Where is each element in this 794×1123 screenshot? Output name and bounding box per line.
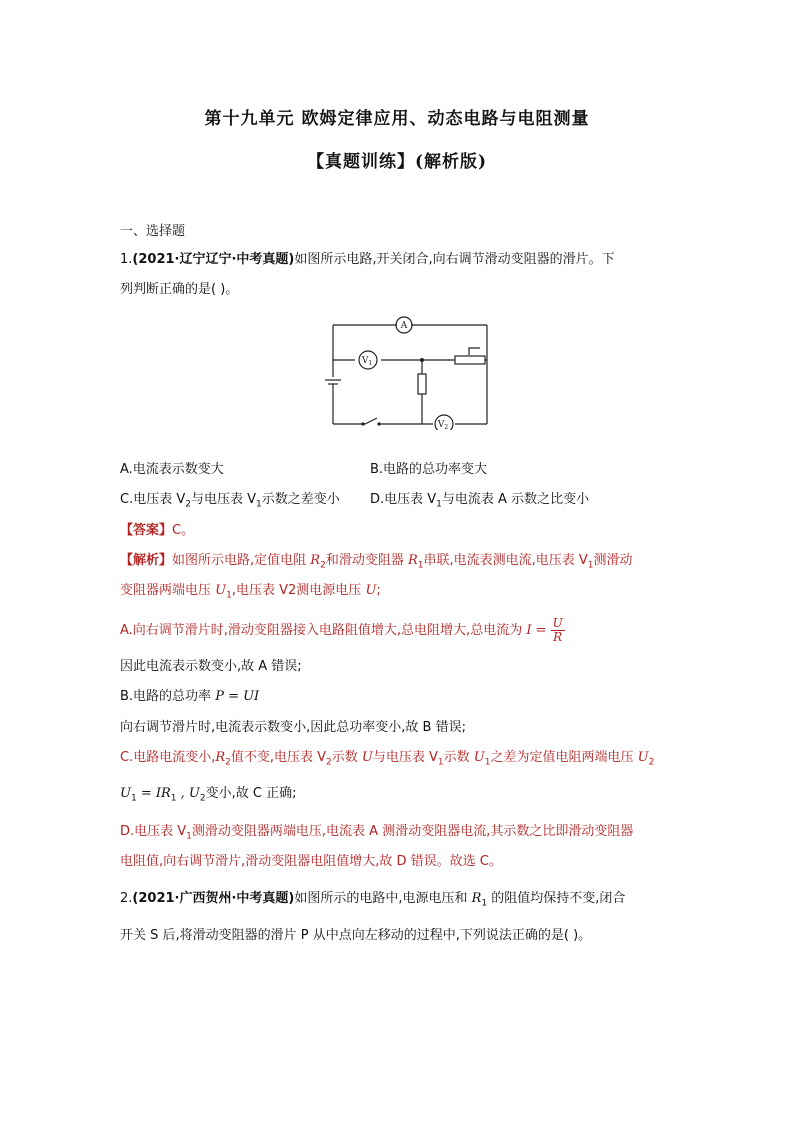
voltmeter-v1-label: $V_1$: [361, 356, 373, 367]
analysis-c-line-2: $U_1 = IR_1$ , $U_2$变小,故 C 正确;: [120, 786, 297, 804]
rheostat: [455, 356, 485, 364]
document-title: 第十九单元 欧姆定律应用、动态电路与电阻测量: [204, 109, 590, 129]
analysis-label: 【解析】: [120, 553, 173, 568]
fixed-resistor: [418, 374, 426, 394]
question-stem: 如图所示电路,开关闭合,向右调节滑动变阻器的滑片。下: [294, 252, 615, 267]
question-source: (2021·辽宁辽宁·中考真题): [132, 252, 295, 267]
option-a: A.电流表示数变大: [120, 462, 224, 477]
question-2-line-1: 2.(2021·广西贺州·中考真题)如图所示的电路中,电源电压和 $R_1$ 的阻值均保持不变,闭合: [120, 891, 626, 909]
analysis-a-line-2: 因此电流表示数变小,故 A 错误;: [120, 659, 302, 674]
analysis-a-line-1: A.向右调节滑片时,滑动变阻器接入电路阻值增大,总电阻增大,总电流为 I = $\frac{U}{R}$: [120, 616, 563, 644]
section-heading: 一、选择题: [120, 224, 186, 239]
analysis-d-line-1: D.电压表 $V_1$测滑动变阻器两端电压,电流表 A 测滑动变阻器电流,其示数之比即滑动变阻器: [120, 824, 634, 842]
circuit-diagram: [325, 312, 495, 430]
rheostat-slider: [469, 348, 480, 355]
analysis-c-line-1: C.电路电流变小$,R_2$值不变,电压表 $V_2$示数 U与电压表 $V_1$示数 $U_1$之差为定值电阻两端电压 $U_2$: [120, 750, 655, 768]
option-b: B.电路的总功率变大: [370, 462, 488, 477]
option-d: D.电压表 $V_1$与电流表 A 示数之比变小: [370, 492, 590, 510]
switch: [365, 418, 377, 424]
option-c: C.电压表 $V_2$与电压表 $V_1$示数之差变小: [120, 492, 340, 510]
fraction-u-over-r: $\frac{U}{R}$: [552, 616, 563, 644]
analysis-b-line-1: B.电路的总功率 P = UI: [120, 689, 260, 704]
answer-value: C。: [172, 523, 195, 538]
question-1-line-2: 列判断正确的是( )。: [120, 282, 239, 297]
voltmeter-v2-label: $V_2$: [437, 420, 449, 430]
analysis-line-1: 【解析】如图所示电路,定值电阻 $R_2$和滑动变阻器 $R_1$串联,电流表测电流,电压表 $V_1$测滑动: [120, 553, 633, 571]
answer-label: 【答案】: [120, 523, 173, 538]
analysis-b-line-2: 向右调节滑片时,电流表示数变小,因此总功率变小,故 B 错误;: [120, 720, 466, 735]
answer: [120, 519, 194, 538]
question-2-line-2: 开关 S 后,将滑动变阻器的滑片 P 从中点向左移动的过程中,下列说法正确的是( )。: [120, 928, 592, 943]
junction-dot: [420, 358, 424, 362]
analysis-d-line-2: 电阻值,向右调节滑片,滑动变阻器电阻值增大,故 D 错误。故选 C。: [120, 854, 502, 869]
question-1-line-1: [120, 248, 615, 267]
question-number: 2.: [120, 891, 133, 906]
question-number: 1.: [120, 252, 133, 267]
document-subtitle: 【真题训练】(解析版): [306, 152, 488, 172]
ammeter-label: A: [400, 321, 408, 331]
analysis-line-2: 变阻器两端电压 $U_1$,电压表 V2测电源电压 U;: [120, 583, 381, 601]
question-source: (2021·广西贺州·中考真题): [132, 891, 295, 906]
